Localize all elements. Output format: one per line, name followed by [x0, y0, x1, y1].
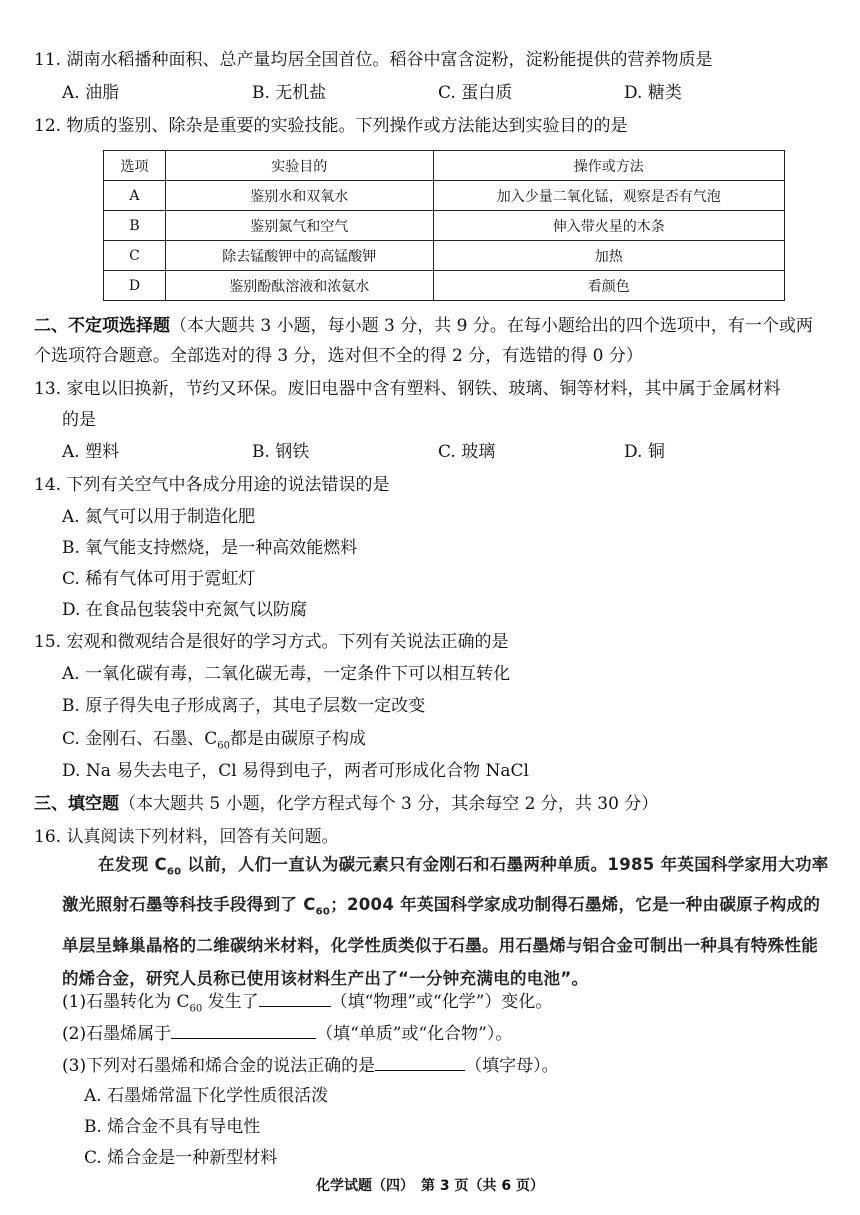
- section2-desc-2: 个选项符合题意。全部选对的得 3 分，选对但不全的得 2 分，有选错的得 0 分）: [34, 346, 643, 366]
- answer-blank-3[interactable]: [375, 1052, 465, 1071]
- q16-sub3-option-b: B. 烯合金不具有导电性: [84, 1117, 261, 1137]
- q16-sub3-option-a: A. 石墨烯常温下化学性质很活泼: [84, 1086, 329, 1106]
- section2-title: 二、不定项选择题: [34, 316, 170, 336]
- table-cell: A: [104, 181, 166, 211]
- q13-option-a: A. 塑料: [62, 442, 120, 462]
- table-cell: 伸入带火星的木条: [433, 211, 784, 241]
- q16-sub3-post: （填字母）。: [465, 1056, 559, 1076]
- q14-option-a: A. 氮气可以用于制造化肥: [62, 507, 256, 527]
- q11-option-c: C. 蛋白质: [438, 83, 513, 103]
- page-footer: 化学试题（四） 第 3 页（共 6 页）: [316, 1178, 544, 1194]
- table-cell: 加入少量二氧化锰，观察是否有气泡: [433, 181, 784, 211]
- q13-options: [62, 440, 822, 464]
- table-header: 操作或方法: [433, 151, 784, 181]
- q16-sub3: [62, 1052, 559, 1078]
- section2-header: [34, 314, 813, 338]
- passage-part-a: 在发现 C: [98, 855, 167, 874]
- section3-desc: （本大题共 5 小题，化学方程式每个 3 分，其余每空 2 分，共 30 分）: [119, 794, 659, 814]
- q13-stem: 13. 家电以旧换新，节约又环保。废旧电器中含有塑料、钢铁、玻璃、铜等材料，其中属于金属材料: [34, 379, 781, 399]
- q15-stem: 15. 宏观和微观结合是很好的学习方式。下列有关说法正确的是: [34, 632, 509, 652]
- q15-option-a: A. 一氧化碳有毒，二氧化碳无毒，一定条件下可以相互转化: [62, 664, 511, 684]
- table-cell: C: [104, 241, 166, 271]
- table-cell: B: [104, 211, 166, 241]
- table-cell: 看颜色: [433, 271, 784, 301]
- table-header-row: [104, 151, 785, 181]
- table-row: [104, 241, 785, 271]
- subscript: 60: [189, 1003, 203, 1015]
- q14-option-d: D. 在食品包装袋中充氮气以防腐: [62, 600, 307, 620]
- q12-stem: 12. 物质的鉴别、除杂是重要的实验技能。下列操作或方法能达到实验目的的是: [34, 116, 628, 136]
- q16-sub2-post: （填“单质”或“化合物”）。: [316, 1024, 513, 1044]
- subscript: 60: [166, 866, 182, 878]
- q16-sub1-post: （填“物理”或“化学”）变化。: [330, 992, 553, 1012]
- table-cell: 鉴别氮气和空气: [165, 211, 433, 241]
- q11-stem: 11. 湖南水稻播种面积、总产量均居全国首位。稻谷中富含淀粉，淀粉能提供的营养物质是: [34, 50, 713, 70]
- table-header: 选项: [104, 151, 166, 181]
- q15-option-b: B. 原子得失电子形成离子，其电子层数一定改变: [62, 696, 426, 716]
- section3-header: [34, 792, 658, 816]
- q14-option-c: C. 稀有气体可用于霓虹灯: [62, 569, 256, 589]
- experiment-table: [103, 150, 785, 301]
- table-cell: 加热: [433, 241, 784, 271]
- q16-sub1-pre: (1)石墨转化为 C: [62, 992, 190, 1012]
- table-cell: D: [104, 271, 166, 301]
- q13-option-d: D. 铜: [624, 442, 665, 462]
- table-row: [104, 181, 785, 211]
- q11-option-b: B. 无机盐: [252, 83, 327, 103]
- q13-stem-cont: 的是: [62, 410, 96, 430]
- passage-part-b: 以前，人们一直认为碳元素只有金刚石和石墨两种单质。1985 年英国科学家用大功率激光照射石墨等科技手段得到了 C: [62, 855, 829, 915]
- subscript: 60: [217, 740, 230, 752]
- q16-sub2-pre: (2)石墨烯属于: [62, 1024, 172, 1044]
- table-cell: 鉴别水和双氧水: [165, 181, 433, 211]
- table-cell: 除去锰酸钾中的高锰酸钾: [165, 241, 433, 271]
- q11-option-d: D. 糖类: [624, 83, 682, 103]
- q16-sub3-option-c: C. 烯合金是一种新型材料: [84, 1148, 278, 1168]
- answer-blank-2[interactable]: [171, 1020, 316, 1039]
- q16-sub2: [62, 1020, 512, 1046]
- q16-sub1-mid: 发生了: [202, 992, 259, 1012]
- q16-sub1: [62, 988, 552, 1021]
- table-row: [104, 271, 785, 301]
- table-row: [104, 211, 785, 241]
- answer-blank-1[interactable]: [259, 988, 331, 1007]
- q14-stem: 14. 下列有关空气中各成分用途的说法错误的是: [34, 475, 390, 495]
- section3-title: 三、填空题: [34, 794, 119, 814]
- q13-option-b: B. 钢铁: [252, 442, 310, 462]
- table-cell: 鉴别酚酞溶液和浓氨水: [165, 271, 433, 301]
- q13-option-c: C. 玻璃: [438, 442, 496, 462]
- reading-passage: [62, 848, 832, 995]
- q15-option-c: [62, 727, 366, 758]
- q16-sub3-pre: (3)下列对石墨烯和烯合金的说法正确的是: [62, 1056, 376, 1076]
- q15-option-d: D. Na 易失去电子，Cl 易得到电子，两者可形成化合物 NaCl: [62, 761, 529, 781]
- q11-options: [62, 81, 822, 105]
- section2-desc: （本大题共 3 小题，每小题 3 分，共 9 分。在每小题给出的四个选项中，有一个或两: [170, 316, 813, 336]
- q14-option-b: B. 氧气能支持燃烧，是一种高效能燃料: [62, 538, 358, 558]
- q15-option-c-post: 都是由碳原子构成: [229, 729, 366, 749]
- passage-part-c: ；2004 年英国科学家成功制得石墨烯，它是一种由碳原子构成的单层呈蜂巢晶格的二维碳纳米材料，化学性质类似于石墨。用石墨烯与铝合金可制出一种具有特殊性能的烯合金，研究人员称已使用该材料生产出了“一分钟充满电的电池”。: [62, 895, 821, 988]
- q15-option-c-pre: C. 金刚石、石墨、C: [62, 729, 218, 749]
- q11-option-a: A. 油脂: [62, 83, 120, 103]
- q16-stem: 16. 认真阅读下列材料，回答有关问题。: [34, 827, 339, 847]
- table-header: 实验目的: [165, 151, 433, 181]
- subscript: 60: [315, 906, 331, 918]
